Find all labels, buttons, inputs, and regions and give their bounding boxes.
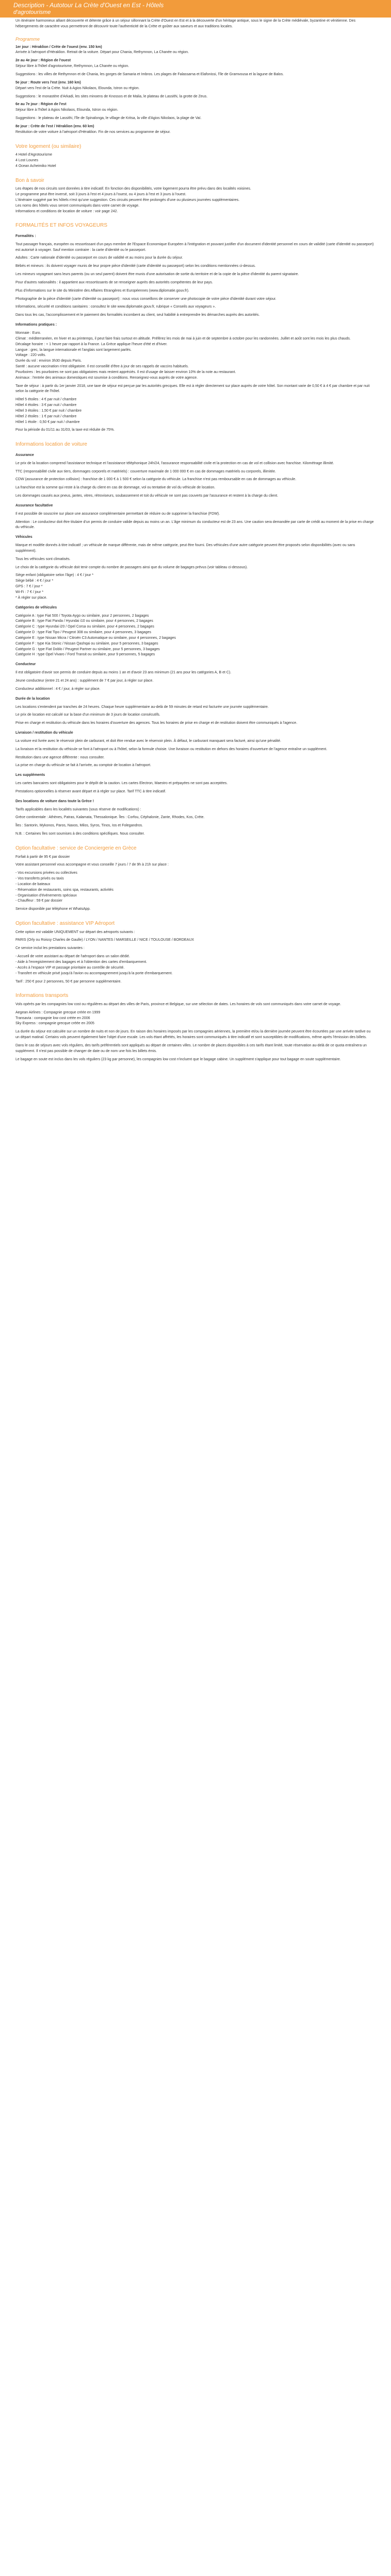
vehicle-category-item: Catégorie H : type Opel Vivaro / Ford Transit ou similaire, pour 9 personnes, 5 bagages xyxy=(15,653,155,657)
formalities-paragraph: Pour d'autres nationalités : il appartient aux ressortissants de se renseigner auprès des autorités compétentes de leur pays. xyxy=(15,280,213,284)
concierge-list xyxy=(15,871,376,904)
practical-item: Décalage horaire : + 1 heure par rapport à la France. La Grèce applique l'heure d'été et d'hiver. xyxy=(15,342,168,346)
hotel-item: 4 Lost Lounes xyxy=(15,158,38,162)
hotels-heading: Votre logement (ou similaire) xyxy=(15,143,82,149)
vip-line: PARIS (Orly ou Roissy Charles de Gaulle) / LYON / NANTES / MARSEILLE / NICE / TOULOUSE / BORDEAUX xyxy=(15,938,194,942)
programme-day: 5e jour : Route vers l'est (env. 160 km) Départ vers l'est de la Crète. Nuit à Agios Nikolaos, Elounda, Istron ou région. xyxy=(15,80,140,90)
page-banner xyxy=(0,0,391,18)
good-to-know-item: Les noms des hôtels vous seront communiqués dans votre carnet de voyage. xyxy=(15,204,140,208)
programme-day: 6e au 7e jour : Région de l'est Séjour libre à l'hôtel à Agios Nikolaos, Elounda, Istron ou région. xyxy=(15,103,119,112)
concierge-item: - Chauffeur : 59 € par dossier xyxy=(15,899,62,903)
vip-assistance-body xyxy=(15,930,376,985)
good-to-know-item: Informations et conditions de location de voiture : voir page 242. xyxy=(15,209,118,213)
practical-item: Pourboires : les pourboires ne sont pas obligatoires mais restent appréciés. Il est d'usage de laisser environ 10% de la note au restaurant. xyxy=(15,370,236,374)
transport-paragraph: La durée du séjour est calculée sur un nombre de nuits et non de jours. En raison des horaires imposés par les compagnies aériennes, la première et/ou la dernière journée peuvent être écourtées par une arrivée tardive ou un départ matinal. Certains vols peuvent également faire l'objet d'une escale. Les vols étant affrétés, les horaires sont communiqués à titre indicatif et sont susceptibles de modifications, même après l'émission des billets. xyxy=(15,1030,371,1040)
extras-subheading: Les suppléments xyxy=(15,773,45,777)
vehicle-categories-subheading: Catégories de véhicules xyxy=(15,605,57,609)
transport-paragraph: Vols opérés par les compagnies low cost ou régulières au départ des villes de Paris, province et Belgique, sur une sélection de dates. Les horaires de vols sont communiqués dans votre carnet de voyage. xyxy=(15,1002,341,1006)
good-to-know-item: Le programme peut être inversé, soit 3 jours à l'est et 4 jours à l'ouest, ou 4 jours à l'est et 3 jours à l'ouest. xyxy=(15,192,187,196)
rental-duration-subheading: Durée de la location xyxy=(15,697,50,701)
tourist-tax-list xyxy=(15,397,376,425)
vehicle-category-item: Catégorie G : type Fiat Doblo / Peugeot Partner ou similaire, pour 5 personnes, 3 bagages xyxy=(15,647,160,651)
vehicle-extra-item: Siège enfant (obligatoire selon l'âge) : 4 € / jour * xyxy=(15,573,94,578)
vehicles-paragraph: Tous les véhicules sont climatisés. xyxy=(15,557,71,561)
formalities-subheading: Formalités : xyxy=(15,234,36,238)
driver-paragraph: Il est obligatoire d'avoir son permis de conduire depuis au moins 1 an et d'avoir 23 ans minimum (21 ans pour les catégories A, B et C). xyxy=(15,671,232,675)
delivery-paragraph: La livraison et la restitution du véhicule se font à l'aéroport ou à l'hôtel, selon la formule choisie. Une livraison ou restitution en dehors des horaires d'ouverture de l'agence entraîne un supplément. xyxy=(15,747,328,751)
hotels-list xyxy=(15,152,376,170)
banner-title-line1: Description - Autotour La Crète d'Ouest en Est - Hôtels xyxy=(13,2,164,9)
programme-day: Suggestions : le plateau de Lassithi, l'île de Spinalonga, le village de Kritsa, la ville d'Agios Nikolaos, la plage de Vaï. xyxy=(15,116,202,121)
insurance-paragraph: TTC (responsabilité civile aux tiers, dommages corporels et matériels) : couverture maximale de 1 000 000 € en cas de dommages matériels ou corporels, illimitée. xyxy=(15,469,276,473)
practical-item: Voltage : 220 volts. xyxy=(15,353,46,358)
page xyxy=(0,0,391,1086)
rental-heading: Informations location de voiture xyxy=(15,442,87,448)
transport-paragraph: Dans le cas de séjours avec vols réguliers, des tarifs préférentiels sont appliqués au départ de certaines villes. Le nombre de places disponibles à ces tarifs étant limité, toute réservation au-delà de ce quota entraînera un supplément. Il n'est pas possible de changer de date ou de nom une fois les billets émis. xyxy=(15,1043,367,1053)
tourist-tax-row: Hôtel 2 étoiles : 1 € par nuit / chambre xyxy=(15,414,77,418)
vip-item: - Aide à l'enregistrement des bagages et à l'obtention des cartes d'embarquement. xyxy=(15,960,147,964)
delivery-paragraph: La prise en charge du véhicule se fait à l'arrivée, au comptoir de location à l'aéroport. xyxy=(15,764,151,768)
rental-duration-paragraph: Les locations s'entendent par tranches de 24 heures. Chaque heure supplémentaire au-delà de 59 minutes de retard est facturée une journée supplémentaire. xyxy=(15,705,269,709)
locations-paragraph: Îles : Santorin, Mykonos, Paros, Naxos, Milos, Syros, Tinos, Ios et Folegandros. xyxy=(15,824,143,828)
good-to-know-item: L'itinéraire suggéré par les hôtels n'est qu'une suggestion. Ces circuits peuvent être prolongés d'une ou plusieurs journées supplémentaires. xyxy=(15,198,240,202)
tourist-tax-row: Hôtel 5 étoiles : 4 € par nuit / chambre xyxy=(15,398,77,402)
banner-title-line2: d'agrotourisme xyxy=(13,9,51,15)
tourist-tax-row: Hôtel 4 étoiles : 3 € par nuit / chambre xyxy=(15,403,77,408)
tourist-tax-note: Pour la période du 01/11 au 31/03, la taxe est réduite de 75%. xyxy=(15,428,115,432)
concierge-item: - Organisation d'événements spéciaux xyxy=(15,893,77,897)
vehicle-category-item: Catégorie B : type Fiat Panda / Hyundai i10 ou similaire, pour 4 personnes, 2 bagages xyxy=(15,619,153,623)
vehicle-extras-list xyxy=(15,573,376,601)
programme-list xyxy=(15,45,376,135)
concierge-item: - Vos transferts privés ou taxis xyxy=(15,877,64,881)
locations-subheading: Des locations de voiture dans toute la Grèce ! xyxy=(15,799,94,803)
tourist-tax-row: Hôtel 1 étoile : 0,50 € par nuit / chambre xyxy=(15,420,80,424)
vehicle-extra-item: Siège bébé : 4 € / jour * xyxy=(15,579,54,583)
vip-list xyxy=(15,954,376,976)
formalities-paragraph: Dans tous les cas, l'accomplissement et le paiement des formalités incombent au client, seul habilité à entreprendre les démarches auprès des autorités. xyxy=(15,313,260,317)
vehicle-category-item: Catégorie D : type Fiat Tipo / Peugeot 308 ou similaire, pour 4 personnes, 3 bagages xyxy=(15,631,152,635)
airline-item: Transavia : compagnie low cost créée en 2006 xyxy=(15,1016,90,1020)
vehicles-paragraph: Marque et modèle donnés à titre indicatif ; un véhicule de marque différente, mais de même catégorie, peut être fourni. Des véhicules d'une autre catégorie peuvent être proposés selon disponibilités (avec ou sans supplément). xyxy=(15,544,355,553)
vehicle-category-item: Catégorie F : type Kia Stonic / Nissan Qashqai ou similaire, pour 5 personnes, 3 bagages xyxy=(15,641,158,646)
airline-item: Sky Express : compagnie grecque créée en 2005 xyxy=(15,1022,94,1026)
programme-heading: Programme xyxy=(15,36,40,42)
locations-paragraph: N.B. : Certaines îles sont soumises à des conditions spécifiques. Nous consulter. xyxy=(15,832,145,836)
vehicle-category-item: Catégorie C : type Hyundai i20 / Opel Corsa ou similaire, pour 4 personnes, 2 bagages xyxy=(15,625,154,629)
locations-paragraph: Tarifs applicables dans les localités suivantes (sous réserve de modifications) : xyxy=(15,807,141,811)
driver-subheading: Conducteur xyxy=(15,663,36,667)
programme-day: Suggestions : les villes de Rethymnon et de Chania, les gorges de Samaria et Imbros. Les plages de Falassarna et Elafonissi, l'île de Gramvousa et la lagune de Balos. xyxy=(15,73,284,76)
delivery-paragraph: Restitution dans une agence différente : nous consulter. xyxy=(15,755,105,759)
vip-assistance-heading: Option facultative : assistance VIP Aéroport xyxy=(15,921,115,927)
programme-day: Suggestions : le monastère d'Arkadi, les sites minoens de Knossos et de Malia, le plateau de Lassithi, la grotte de Zeus. xyxy=(15,94,208,98)
rental-duration-paragraph: Prise en charge et restitution du véhicule dans les horaires d'ouverture des agences. Tous les horaires de prise en charge et de restitution doivent être communiqués à l'agence. xyxy=(15,721,298,725)
vehicle-extra-item: GPS : 7 € / jour * xyxy=(15,585,43,589)
formalities-paragraph: Photographie de la pièce d'identité (carte d'identité ou passeport) : nous vous conseillons de conserver une photocopie de votre pièce d'identité durant votre séjour. xyxy=(15,297,276,301)
concierge-heading: Option facultative : service de Conciergerie en Grèce xyxy=(15,845,137,851)
vehicles-subheading: Véhicules xyxy=(15,535,32,539)
vehicle-extra-item: * À régler sur place. xyxy=(15,596,47,600)
vip-item: - Accès à l'espace VIP et passage prioritaire au contrôle de sécurité. xyxy=(15,965,125,970)
practical-subheading: Informations pratiques : xyxy=(15,323,57,327)
delivery-paragraph: La voiture est livrée avec le réservoir plein de carburant, et doit être rendue avec le réservoir plein. À défaut, le carburant manquant sera facturé, ainsi qu'une pénalité. xyxy=(15,739,281,743)
insurance-paragraph: Le prix de la location comprend l'assistance technique et l'assistance téléphonique 24h/24, l'assurance responsabilité civile et la protection en cas de vol et collision avec franchise. Kilométrage illimité. xyxy=(15,461,334,465)
insurance-paragraph: Les dommages causés aux pneus, jantes, vitres, rétroviseurs, soubassement et toit du véhicule ne sont pas couverts par l'assurance et restent à la charge du client. xyxy=(15,494,279,498)
programme-day: 1er jour : Héraklion / Crète de l'ouest (env. 150 km) Arrivée à l'aéroport d'Héraklion. Retrait de la voiture. Départ pour Chania, Rethymnon, La Chanée ou région. xyxy=(15,45,189,55)
hotel-item: 4 Hotel d'Agrotourisme xyxy=(15,153,52,157)
driver-paragraph: Conducteur additionnel : 4 € / jour, à régler sur place. xyxy=(15,687,101,691)
practical-item: Durée du vol : environ 3h30 depuis Paris. xyxy=(15,359,82,363)
delivery-subheading: Livraison / restitution du véhicule xyxy=(15,731,73,735)
formalities-paragraph: Les mineurs voyageant sans leurs parents (ou un seul parent) doivent être munis d'une autorisation de sortie du territoire et de la copie de la pièce d'identité du parent signataire. xyxy=(15,273,299,277)
vip-item: - Accueil de votre assistant au départ de l'aéroport dans un salon dédié. xyxy=(15,955,130,959)
formalities-paragraph: Plus d'informations sur le site du Ministère des Affaires Etrangères et Européennes (www.diplomatie.gouv.fr). xyxy=(15,289,189,293)
formalities-paragraph: Adultes : Carte nationale d'identité ou passeport en cours de validité et au moins pour la durée du séjour. xyxy=(15,256,183,260)
insurance-subheading: Assurance xyxy=(15,453,34,457)
practical-list xyxy=(15,331,376,381)
insurance-paragraph: CDW (assurance de protection collision) : franchise de 1 000 € à 1 500 € selon la catégorie du véhicule. La franchise n'est pas remboursable en cas de dommages au véhicule. xyxy=(15,478,297,482)
concierge-item: - Réservation de restaurants, soins spa, restaurants, activités xyxy=(15,888,113,892)
insurance-paragraph: Il est possible de souscrire sur place une assurance complémentaire permettant de réduire ou de supprimer la franchise (FDW). xyxy=(15,512,220,516)
formalities-paragraph: Informations, sécurité et conditions sanitaires : consultez le site www.diplomatie.gouv.fr, rubrique « Conseils aux voyageurs ». xyxy=(15,305,216,309)
formalities-paragraph: Bébés et mineurs : ils doivent voyager munis de leur propre pièce d'identité (carte d'identité ou passeport) selon les conditions mentionnées ci-dessus. xyxy=(15,264,256,268)
locations-paragraph: Grèce continentale : Athènes, Patras, Kalamata, Thessalonique. Îles : Corfou, Céphalonie, Zante, Rhodes, Kos, Crète. xyxy=(15,816,205,820)
insurance-paragraph: Assurance facultative xyxy=(15,503,53,507)
practical-item: Monnaie : Euro. xyxy=(15,331,41,335)
concierge-line: Service disponible par téléphone et WhatsApp. xyxy=(15,907,91,911)
practical-item: Climat : méditerranéen, en hiver et au printemps, il peut faire frais surtout en altitude. Préférez les mois de mai à juin et de septembre à octobre pour les randonnées. Juillet et août sont les mois les plus chauds. xyxy=(15,336,351,341)
concierge-line: Forfait à partir de 95 € par dossier xyxy=(15,855,70,859)
tourist-tax-paragraph: Taxe de séjour : à partir du 1er janvier 2018, une taxe de séjour est perçue par les autorités grecques. Elle est à régler directement sur place auprès de votre hôtel. Son montant varie de 0,50 € à 4 € par chambre et par nuit selon la catégorie de l'hôtel. xyxy=(15,384,370,394)
vip-line: Ce service inclut les prestations suivantes : xyxy=(15,946,85,951)
intro-paragraph: Un itinéraire harmonieux alliant découverte et détente grâce à un séjour sillonnant la Crète d'Ouest en Est et à la découverte d'un héritage antique, sous le signe de la Crète médiévale, byzantine et vénitienne. Des hébergements de caractère vous permettront de découvrir toute l'authenticité de la Crète et goûter aux saveurs et aux traditions locales. xyxy=(15,19,356,28)
driver-paragraph: Jeune conducteur (entre 21 et 24 ans) : supplément de 7 € par jour, à régler sur place. xyxy=(15,679,154,683)
transport-heading: Informations transports xyxy=(15,993,69,999)
vip-line: Cette option est valable UNIQUEMENT sur départ des aéroports suivants : xyxy=(15,930,135,934)
transport-paragraph: Le bagage en soute est inclus dans les vols réguliers (23 kg par personne), les compagnies low cost n'incluent que le bagage cabine. Un supplément s'applique pour tout bagage en soute supplémentaire. xyxy=(15,1057,341,1061)
vehicles-paragraph: Le choix de la catégorie du véhicule doit tenir compte du nombre de passagers ainsi que du volume de bagages prévus (voir tableau ci-dessous). xyxy=(15,565,248,569)
good-to-know-heading: Bon à savoir xyxy=(15,177,44,183)
practical-item: Langue : grec, la langue internationale et l'anglais sont largement parlés. xyxy=(15,348,132,352)
vehicle-extra-item: Wi-Fi : 7 € / jour * xyxy=(15,590,44,594)
concierge-item: - Location de bateaux xyxy=(15,882,51,886)
insurance-paragraph: La franchise est la somme qui reste à la charge du client en cas de dommage, vol ou tentative de vol du véhicule de location. xyxy=(15,486,216,490)
hotel-item: 4 Ocean Acheimiko Hotel xyxy=(15,164,56,168)
programme-day: 8e jour : Crète de l'est / Héraklion (env. 60 km) Restitution de votre voiture à l'aéroport d'Héraklion. Fin de nos services au programme de séjour. xyxy=(15,124,171,134)
concierge-line: Votre assistant personnel vous accompagne et vous conseille 7 jours / 7 de 9h à 21h sur place : xyxy=(15,863,169,867)
vip-item: - Transfert en véhicule privé jusqu'à l'avion ou accompagnement jusqu'à la porte d'embarquement. xyxy=(15,971,173,975)
tourist-tax-row: Hôtel 3 étoiles : 1,50 € par nuit / chambre xyxy=(15,409,82,413)
vehicle-categories-list xyxy=(15,614,376,658)
good-to-know-list xyxy=(15,187,376,214)
rental-duration-paragraph: Le prix de location est calculé sur la base d'un minimum de 3 jours de location consécutifs. xyxy=(15,713,160,717)
good-to-know-item: Les étapes de nos circuits sont données à titre indicatif. En fonction des disponibilités, votre logement pourra être prévu dans des localités voisines. xyxy=(15,187,251,191)
extras-paragraph: Prestations optionnelles à réserver avant départ et à régler sur place. Tarif TTC à titre indicatif. xyxy=(15,789,166,793)
practical-item: Santé : aucune vaccination n'est obligatoire. Il est conseillé d'être à jour de ses rappels de vaccins habituels. xyxy=(15,365,189,369)
formalities-heading: FORMALITÉS ET INFOS VOYAGEURS xyxy=(15,223,107,229)
vehicle-category-item: Catégorie A : type Fiat 500 / Toyota Aygo ou similaire, pour 2 personnes, 2 bagages xyxy=(15,614,149,618)
formalities-paragraph: Tout passager français, européen ou ressortissant d'un pays membre de l'Espace Economique Européen à l'intégration et pouvant justifier d'un document d'identité personnel en cours de validité (carte d'identité ou passeport) est autorisé à voyager. Sauf mention contraire : la carte d'identité ou le passeport. xyxy=(15,242,374,252)
insurance-paragraph: Attention : Le conducteur doit être titulaire d'un permis de conduire valide depuis au moins un an. L'âge minimum du conducteur est de 23 ans. Une caution sera demandée par carte de crédit au moment de la prise en charge du véhicule. xyxy=(15,520,374,530)
vehicle-category-item: Catégorie E : type Nissan Micra / Citroën C3 Automatique ou similaire, pour 4 personnes, 2 bagages xyxy=(15,636,176,640)
airline-item: Aegean Airlines : Compagnie grecque créée en 1999 xyxy=(15,1010,101,1014)
concierge-item: - Vos excursions privées ou collectives xyxy=(15,871,77,875)
extras-paragraph: Les cartes bancaires sont obligatoires pour le dépôt de la caution. Les cartes Electron, Maestro et prépayées ne sont pas acceptées. xyxy=(15,782,228,786)
concierge-body xyxy=(15,855,376,913)
programme-day: 2e au 4e jour : Région de l'ouest Séjour libre à l'hôtel d'agrotourisme, Rethymnon, La Chanée ou région. xyxy=(15,59,129,69)
practical-item: Animaux : l'entrée des animaux domestiques est soumise à conditions. Renseignez-vous auprès de votre agence. xyxy=(15,376,198,380)
airlines-list xyxy=(15,1010,376,1027)
vip-line: Tarif : 250 € pour 2 personnes, 50 € par personne supplémentaire. xyxy=(15,979,122,984)
